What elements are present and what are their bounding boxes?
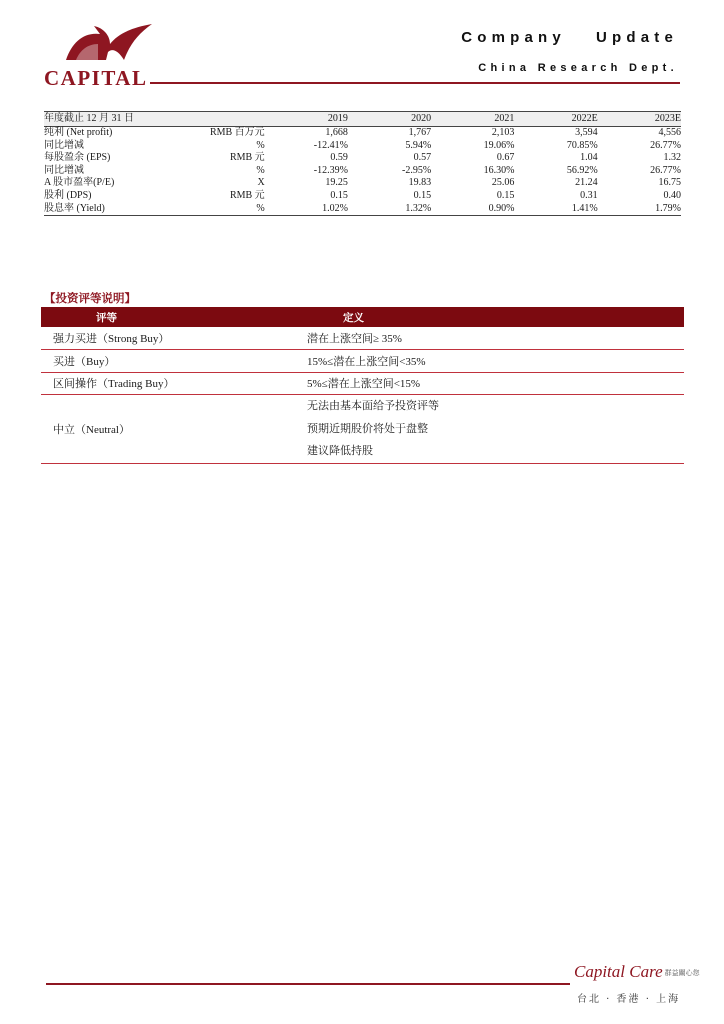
- row-label: A 股市盈率(P/E): [44, 177, 115, 189]
- row-unit: RMB 百万元: [209, 127, 265, 138]
- row-unit: %: [256, 139, 265, 151]
- footer-cities: 台北 · 香港 · 上海: [577, 994, 681, 1005]
- table-header-row: [44, 112, 681, 127]
- row-label: 股息率 (Yield): [44, 203, 176, 216]
- table-cell: 1.32%: [348, 203, 431, 216]
- table-row: [44, 190, 681, 203]
- rating-row-buy: [41, 350, 684, 373]
- column-header: 年度截止 12 月 31 日: [44, 112, 176, 127]
- rating-name: 买进（Buy）: [41, 350, 303, 373]
- rating-name: 强力买进（Strong Buy）: [41, 327, 303, 350]
- table-cell: 0.67: [496, 152, 515, 164]
- table-cell: 16.30%: [483, 164, 515, 176]
- table-cell: 56.92%: [566, 164, 598, 176]
- table-cell: 3,594: [575, 127, 598, 138]
- table-cell: 0.57: [413, 152, 432, 164]
- company-logo: [44, 20, 159, 88]
- title-word-company: Company: [461, 29, 566, 46]
- department-subtitle: China Research Dept.: [478, 62, 678, 74]
- row-unit: RMB 元: [229, 152, 265, 164]
- definition-line: 预期近期股价将处于盘整: [307, 422, 428, 435]
- table-cell: -2.95%: [402, 164, 432, 176]
- table-cell: 1,767: [408, 127, 432, 138]
- footer-brand-cn: 群益關心您: [664, 969, 700, 978]
- table-cell: -12.39%: [313, 164, 348, 176]
- table-cell: 1.79%: [598, 203, 681, 216]
- table-row: [44, 177, 681, 190]
- table-cell: 0.59: [330, 152, 348, 164]
- footer-brand: [574, 962, 700, 982]
- table-cell: 0.15: [496, 189, 515, 201]
- table-cell: 1.41%: [514, 203, 597, 216]
- footer-brand-script: Capital Care: [574, 962, 663, 981]
- definition-line: 建议降低持股: [307, 445, 373, 458]
- rating-definition: [303, 395, 684, 464]
- row-unit: X: [257, 177, 265, 189]
- table-cell: 0.15: [413, 189, 432, 201]
- rating-section-title: 【投资评等说明】: [44, 291, 136, 305]
- row-label: 同比增减: [44, 139, 84, 151]
- table-cell: -12.41%: [313, 139, 348, 151]
- table-row: [44, 152, 681, 165]
- table-cell: 1.04: [580, 152, 598, 164]
- table-cell: 0.40: [663, 189, 681, 201]
- column-header: 2023E: [598, 112, 681, 127]
- rating-column-header: 评等: [41, 307, 303, 327]
- column-header: 2022E: [514, 112, 597, 127]
- table-row: [44, 140, 681, 153]
- table-cell: 21.24: [575, 177, 598, 189]
- table-cell: 25.06: [491, 177, 515, 189]
- rating-row-trading-buy: [41, 372, 684, 395]
- row-unit: %: [256, 164, 265, 176]
- column-header: [176, 112, 264, 127]
- row-label: 纯利 (Net profit): [44, 127, 113, 138]
- rating-definition-table: [41, 307, 684, 464]
- table-row: [44, 127, 681, 140]
- header-rule: [150, 82, 680, 84]
- rating-definition: 5%≤潜在上涨空间<15%: [303, 372, 684, 395]
- table-cell: 1,668: [325, 127, 348, 138]
- financial-summary-table: [44, 111, 681, 216]
- report-type-title: [461, 29, 678, 46]
- table-cell: 19.83: [408, 177, 432, 189]
- column-header: 2020: [348, 112, 431, 127]
- row-label: 股利 (DPS): [44, 189, 92, 201]
- table-cell: 70.85%: [566, 139, 598, 151]
- rating-row-neutral: [41, 395, 684, 464]
- column-header: 2021: [431, 112, 514, 127]
- rating-definition: 潜在上涨空间≥ 35%: [303, 327, 684, 350]
- table-cell: 4,556: [658, 127, 681, 138]
- row-label: 同比增减: [44, 164, 84, 176]
- row-unit: RMB 元: [229, 189, 265, 201]
- table-cell: 5.94%: [405, 139, 432, 151]
- table-cell: 1.32: [663, 152, 681, 164]
- table-cell: 2,103: [491, 127, 515, 138]
- rating-name: 中立（Neutral）: [41, 395, 303, 464]
- table-row: [44, 203, 681, 216]
- row-unit: %: [176, 203, 264, 216]
- table-cell: 1.02%: [265, 203, 348, 216]
- table-cell: 16.75: [658, 177, 681, 189]
- table-cell: 19.25: [325, 177, 348, 189]
- eagle-logo-icon: [58, 20, 154, 68]
- footer-rule: [46, 983, 570, 985]
- table-cell: 26.77%: [650, 139, 681, 151]
- table-cell: 0.31: [580, 189, 598, 201]
- rating-definition: 15%≤潜在上涨空间<35%: [303, 350, 684, 373]
- title-word-update: Update: [595, 29, 678, 46]
- logo-text: CAPITAL: [44, 66, 148, 90]
- table-cell: 26.77%: [650, 164, 681, 176]
- definition-line: 无法由基本面给予投资评等: [307, 400, 439, 413]
- column-header: 2019: [265, 112, 348, 127]
- table-cell: 19.06%: [483, 139, 515, 151]
- table-cell: 0.90%: [431, 203, 514, 216]
- table-cell: 0.15: [330, 189, 348, 201]
- definition-column-header: 定义: [303, 307, 684, 327]
- rating-row-strong-buy: [41, 327, 684, 350]
- row-label: 每股盈余 (EPS): [44, 152, 111, 164]
- rating-name: 区间操作（Trading Buy）: [41, 372, 303, 395]
- table-row: [44, 165, 681, 178]
- rating-table-header: [41, 307, 684, 327]
